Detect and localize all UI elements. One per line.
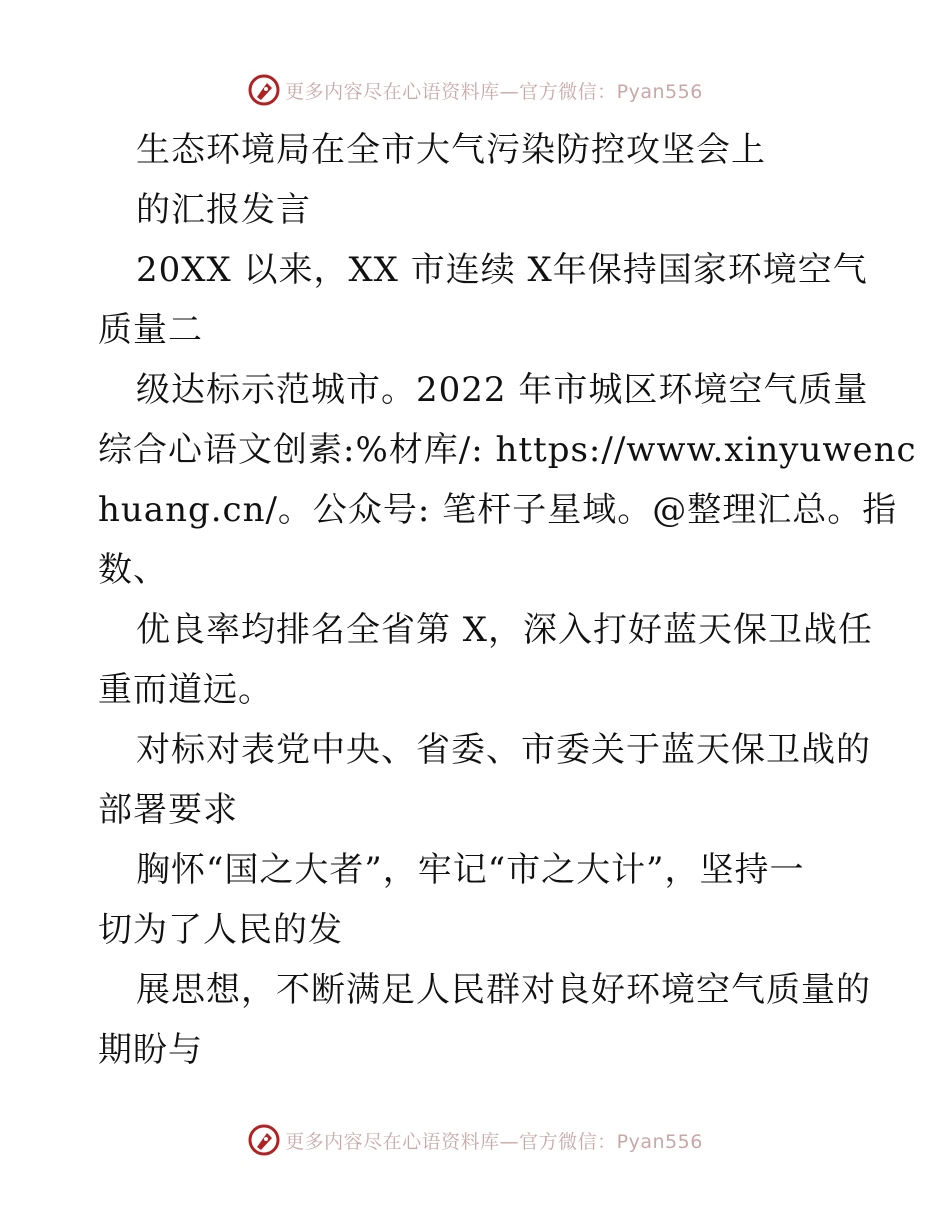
banner-text: 更多内容尽在心语资料库—官方微信：Pyan556	[285, 80, 703, 103]
text-line: 质量二	[98, 310, 203, 350]
pen-nib-icon	[247, 73, 281, 107]
header-banner	[0, 70, 950, 110]
text-line: 重而道远。	[98, 670, 273, 710]
text-line: 20XX 以来，XX 市连续 X年保持国家环境空气	[136, 250, 868, 290]
footer-banner	[0, 1120, 950, 1160]
text-line: 优良率均排名全省第 X，深入打好蓝天保卫战任	[136, 610, 874, 650]
text-line: 对标对表党中央、省委、市委关于蓝天保卫战的	[136, 730, 871, 770]
banner-text: 更多内容尽在心语资料库—官方微信：Pyan556	[285, 1130, 703, 1153]
text-line: 部署要求	[98, 790, 238, 830]
text-line: 胸怀“国之大者”，牢记“市之大计”，坚持一	[136, 850, 805, 890]
text-line: 数、	[98, 550, 168, 590]
pen-nib-icon	[247, 1123, 281, 1157]
text-line: huang.cn/。公众号: 笔杆子星域。@整理汇总。指	[98, 490, 898, 530]
text-line: 综合心语文创素:%材库/: https://www.xinyuwenc	[98, 430, 917, 470]
text-line: 级达标示范城市。2022 年市城区环境空气质量	[136, 370, 869, 410]
text-line: 期盼与	[98, 1030, 203, 1070]
text-line: 生态环境局在全市大气污染防控攻坚会上	[136, 130, 766, 170]
text-line: 切为了人民的发	[98, 910, 343, 950]
text-line: 展思想，不断满足人民群对良好环境空气质量的	[136, 970, 871, 1010]
text-line: 的汇报发言	[136, 190, 311, 230]
document-body	[98, 120, 917, 1080]
